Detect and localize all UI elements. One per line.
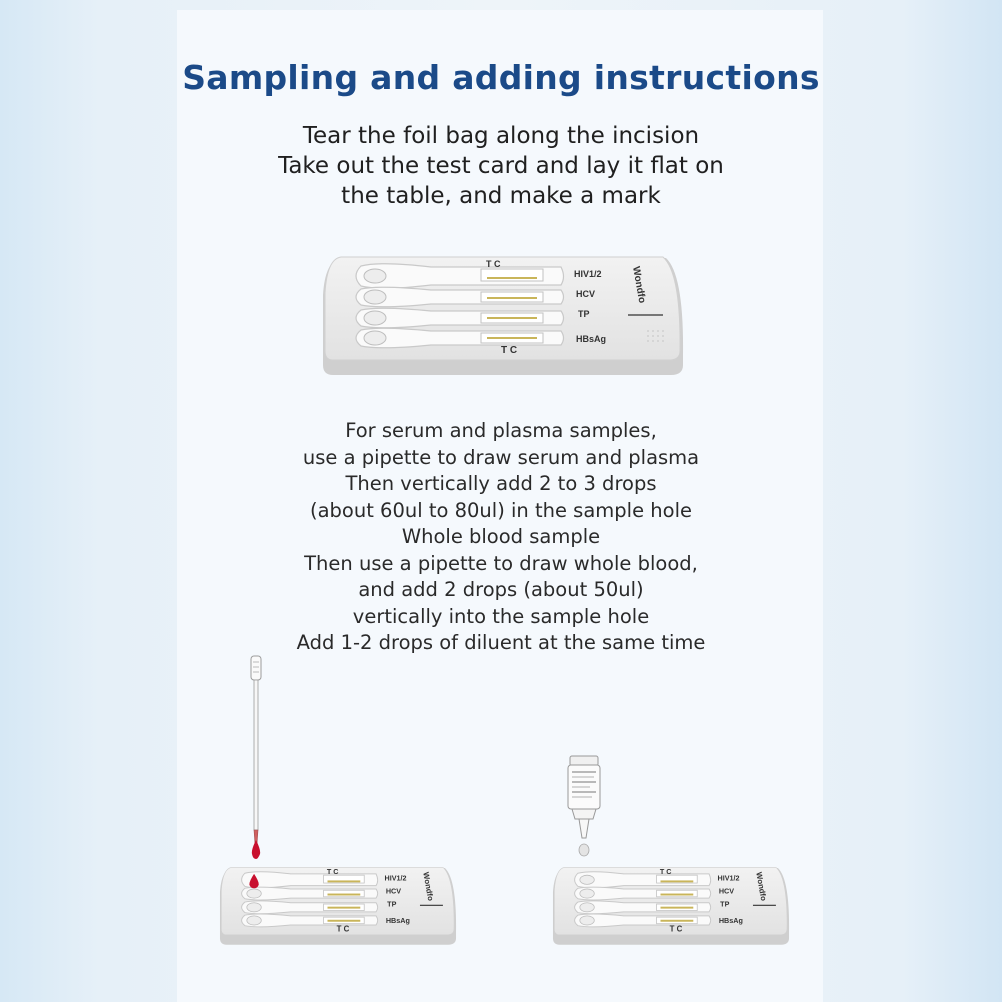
window-label-bottom: T C [336, 924, 350, 934]
test-label: HCV [718, 886, 735, 896]
brand-logo: Wondfo [630, 265, 648, 304]
step-line: Then vertically add 2 to 3 drops [345, 472, 657, 495]
step-line: and add 2 drops (about 50ul) [358, 578, 644, 601]
step-line: vertically into the sample hole [352, 604, 650, 628]
test-label: HBsAg [718, 916, 743, 926]
brand-logo: Wondfo [754, 871, 769, 902]
pipette-icon [240, 652, 274, 862]
test-label: HCV [576, 289, 596, 299]
test-card-whole-blood [217, 866, 459, 946]
step-line: For serum and plasma samples, [345, 419, 657, 442]
blood-drop-icon [252, 840, 260, 859]
test-label: TP [387, 899, 397, 909]
diluent-bottle-icon [560, 754, 608, 860]
step-line: Whole blood sample [401, 525, 601, 548]
step-line: use a pipette to draw serum and plasma [302, 445, 700, 469]
test-card-diluent [550, 866, 792, 946]
step-line: Then use a pipette to draw whole blood, [304, 551, 698, 575]
test-card-main [321, 255, 685, 377]
test-label: HBsAg [576, 334, 607, 344]
page-title: Sampling and adding instructions [182, 58, 820, 97]
window-label-top: T C [326, 866, 339, 876]
window-label-top: T C [486, 259, 501, 269]
window-label-top: T C [659, 866, 672, 876]
intro-line: the table, and make a mark [341, 183, 661, 209]
brand-logo: Wondfo [421, 871, 436, 902]
window-label-bottom: T C [669, 924, 683, 934]
intro-text [0, 121, 1002, 211]
intro-line: Take out the test card and lay it flat on [278, 153, 724, 179]
step-line: Add 1-2 drops of diluent at the same time [296, 631, 706, 654]
test-label: HCV [385, 886, 402, 896]
test-label: HBsAg [385, 916, 410, 926]
test-label: TP [578, 309, 590, 319]
steps-text [0, 418, 1002, 657]
test-label: HIV1/2 [717, 873, 740, 883]
test-label: HIV1/2 [384, 873, 407, 883]
step-line: (about 60ul to 80ul) in the sample hole [309, 498, 692, 522]
intro-line: Tear the foil bag along the incision [302, 123, 700, 149]
test-label: TP [720, 899, 730, 909]
window-label-bottom: T C [501, 345, 518, 356]
test-label: HIV1/2 [574, 269, 602, 279]
